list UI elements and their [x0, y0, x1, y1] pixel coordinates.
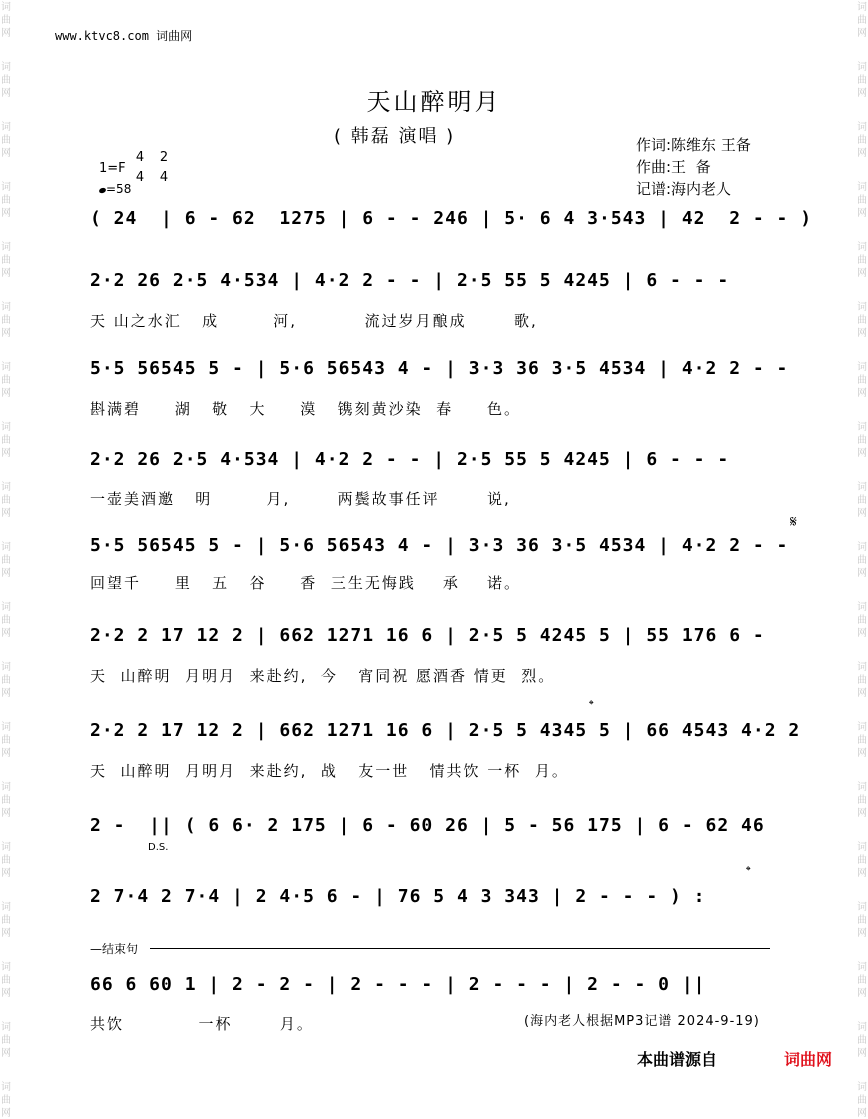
watermark-char: 词	[1, 2, 11, 13]
lyric-row-6: 天 山醉明 月明月 来赴约, 今 宵同祝 愿酒香 情更 烈。	[90, 667, 556, 685]
watermark-char: 曲	[857, 435, 867, 446]
watermark-char: 词	[1, 482, 11, 493]
watermark-char: 网	[1, 868, 11, 879]
watermark-char: 词	[857, 422, 867, 433]
watermark-char: 网	[857, 988, 867, 999]
coda-icon-1: 𝄌	[589, 698, 594, 713]
segno-icon: 𝄋	[790, 512, 797, 531]
time2-num: 2	[159, 150, 169, 165]
watermark-char: 网	[857, 328, 867, 339]
watermark-char: 网	[1, 1048, 11, 1059]
score-row-8: 2 - || ( 6 6· 2 175 | 6 - 60 26 | 5 - 56 175 | 6 - 62 46	[90, 815, 765, 836]
score-row-6: 2·2 2 17 12 2 | 662 1271 16 6 | 2·5 5 4245 5 | 55 176 6 -	[90, 625, 765, 646]
watermark-char: 曲	[857, 255, 867, 266]
ending-line	[150, 948, 770, 949]
watermark-char: 词	[857, 1082, 867, 1093]
watermark-char: 词	[857, 542, 867, 553]
transcriber: 记谱:海内老人	[636, 180, 732, 198]
watermark-char: 网	[857, 88, 867, 99]
lyric-row-10: 共饮 一杯 月。	[90, 1015, 314, 1033]
watermark-char: 曲	[1, 555, 11, 566]
watermark-char: 词	[857, 302, 867, 313]
lyric-row-4: 一壶美酒邀 明 月, 两鬓故事任评 说,	[90, 490, 511, 508]
time2-den: 4	[159, 170, 169, 185]
watermark-char: 曲	[1, 195, 11, 206]
watermark-char: 词	[857, 602, 867, 613]
watermark-char: 网	[1, 928, 11, 939]
lyricist: 作词:陈维东 王备	[636, 136, 751, 154]
watermark-char: 曲	[857, 675, 867, 686]
watermark-char: 曲	[857, 915, 867, 926]
watermark-char: 曲	[1, 255, 11, 266]
watermark-char: 曲	[857, 555, 867, 566]
watermark-char: 词	[857, 482, 867, 493]
watermark-char: 词	[1, 242, 11, 253]
watermark-char: 网	[857, 808, 867, 819]
watermark-char: 词	[857, 1022, 867, 1033]
watermark-char: 词	[1, 542, 11, 553]
watermark-char: 词	[1, 1022, 11, 1033]
watermark-char: 网	[1, 28, 11, 39]
watermark-char: 曲	[857, 315, 867, 326]
watermark-char: 网	[857, 1108, 867, 1119]
watermark-char: 曲	[857, 855, 867, 866]
watermark-char: 网	[857, 208, 867, 219]
watermark-char: 词	[1, 902, 11, 913]
watermark-char: 曲	[857, 1095, 867, 1106]
watermark-char: 网	[1, 808, 11, 819]
watermark-char: 网	[1, 448, 11, 459]
watermark-char: 词	[1, 62, 11, 73]
watermark-char: 曲	[1, 75, 11, 86]
watermark-char: 词	[857, 662, 867, 673]
score-row-7: 2·2 2 17 12 2 | 662 1271 16 6 | 2·5 5 4345 5 | 66 4543 4·2 2	[90, 720, 801, 741]
score-row-10: 66 6 60 1 | 2 - 2 - | 2 - - - | 2 - - - | 2 - - 0 ||	[90, 974, 706, 995]
watermark-char: 词	[857, 62, 867, 73]
watermark-char: 网	[1, 568, 11, 579]
lyric-row-3: 斟满碧 湖 敬 大 漠 镌刻黄沙染 春 色。	[90, 400, 521, 418]
watermark-char: 曲	[857, 495, 867, 506]
watermark-char: 词	[857, 242, 867, 253]
watermark-char: 网	[1, 208, 11, 219]
watermark-char: 网	[857, 448, 867, 459]
watermark-char: 曲	[1, 675, 11, 686]
site-url[interactable]: www.ktvc8.com 词曲网	[55, 29, 193, 43]
watermark-char: 曲	[1, 315, 11, 326]
score-row-2: 2·2 26 2·5 4·534 | 4·2 2 - - | 2·5 55 5 4245 | 6 - - -	[90, 270, 730, 291]
score-row-1: ( 24 | 6 - 62 1275 | 6 - - 246 | 5· 6 4 3·543 | 42 2 - - )	[90, 208, 813, 229]
score-row-3: 5·5 56545 5 - | 5·6 56543 4 - | 3·3 36 3·5 4534 | 4·2 2 - -	[90, 358, 789, 379]
watermark-char: 网	[1, 748, 11, 759]
watermark-left	[0, 0, 12, 1119]
watermark-char: 曲	[857, 795, 867, 806]
lyric-row-5: 回望千 里 五 谷 香 三生无悔践 承 诺。	[90, 574, 521, 592]
watermark-char: 词	[857, 902, 867, 913]
watermark-char: 词	[857, 122, 867, 133]
composer: 作曲:王 备	[636, 158, 711, 176]
watermark-char: 词	[857, 842, 867, 853]
watermark-char: 曲	[857, 15, 867, 26]
watermark-char: 曲	[1, 1095, 11, 1106]
watermark-char: 曲	[857, 135, 867, 146]
watermark-char: 网	[857, 868, 867, 879]
watermark-char: 网	[857, 28, 867, 39]
watermark-char: 曲	[1, 495, 11, 506]
watermark-char: 词	[1, 602, 11, 613]
watermark-char: 网	[1, 148, 11, 159]
watermark-char: 网	[857, 508, 867, 519]
lyric-row-7: 天 山醉明 月明月 来赴约, 战 友一世 情共饮 一杯 月。	[90, 762, 569, 780]
watermark-char: 网	[857, 748, 867, 759]
watermark-char: 曲	[1, 855, 11, 866]
watermark-char: 曲	[857, 195, 867, 206]
watermark-char: 曲	[1, 615, 11, 626]
watermark-char: 词	[857, 2, 867, 13]
ds-mark: D.S.	[148, 842, 169, 853]
watermark-char: 曲	[1, 375, 11, 386]
watermark-char: 词	[1, 302, 11, 313]
watermark-char: 曲	[857, 615, 867, 626]
watermark-char: 词	[1, 422, 11, 433]
watermark-char: 网	[857, 268, 867, 279]
singer: ( 韩磊 演唱 )	[334, 126, 456, 147]
watermark-char: 曲	[857, 975, 867, 986]
watermark-char: 词	[1, 722, 11, 733]
tempo-value: =58	[106, 182, 132, 196]
watermark-right	[856, 0, 868, 1119]
watermark-char: 词	[1, 182, 11, 193]
watermark-char: 词	[857, 722, 867, 733]
watermark-char: 词	[1, 662, 11, 673]
transcription-note: (海内老人根据MP3记谱 2024-9-19)	[524, 1014, 760, 1029]
watermark-char: 网	[1, 628, 11, 639]
watermark-char: 网	[857, 568, 867, 579]
watermark-char: 词	[1, 1082, 11, 1093]
watermark-char: 词	[857, 182, 867, 193]
score-row-9: 2 7·4 2 7·4 | 2 4·5 6 - | 76 5 4 3 343 | 2 - - - ) :	[90, 886, 706, 907]
watermark-char: 曲	[1, 915, 11, 926]
watermark-char: 网	[857, 928, 867, 939]
watermark-char: 网	[1, 88, 11, 99]
watermark-char: 曲	[1, 135, 11, 146]
source-label: 本曲谱源自	[637, 1050, 718, 1069]
time1-den: 4	[135, 170, 145, 185]
watermark-char: 曲	[857, 1035, 867, 1046]
score-row-4: 2·2 26 2·5 4·534 | 4·2 2 - - | 2·5 55 5 4245 | 6 - - -	[90, 449, 730, 470]
watermark-char: 曲	[857, 375, 867, 386]
ending-label: —结束句	[90, 942, 139, 956]
watermark-char: 网	[857, 688, 867, 699]
watermark-char: 网	[857, 148, 867, 159]
watermark-char: 曲	[1, 1035, 11, 1046]
watermark-char: 曲	[857, 735, 867, 746]
watermark-char: 曲	[1, 735, 11, 746]
tempo	[99, 182, 131, 196]
watermark-char: 网	[857, 628, 867, 639]
watermark-char: 词	[1, 962, 11, 973]
watermark-char: 网	[1, 988, 11, 999]
time1-num: 4	[135, 150, 145, 165]
watermark-char: 网	[1, 268, 11, 279]
watermark-char: 词	[1, 362, 11, 373]
watermark-char: 曲	[1, 15, 11, 26]
watermark-char: 词	[1, 842, 11, 853]
brand-logo[interactable]: 词曲网	[784, 1050, 833, 1069]
watermark-char: 网	[1, 328, 11, 339]
watermark-char: 曲	[1, 795, 11, 806]
watermark-char: 网	[1, 508, 11, 519]
watermark-char: 曲	[857, 75, 867, 86]
watermark-char: 网	[1, 688, 11, 699]
song-title: 天山醉明月	[366, 88, 502, 116]
key: 1=F	[99, 161, 126, 176]
watermark-char: 网	[1, 1108, 11, 1119]
coda-icon-2: 𝄌	[746, 864, 751, 879]
watermark-char: 词	[1, 122, 11, 133]
watermark-char: 网	[857, 1048, 867, 1059]
watermark-char: 词	[857, 782, 867, 793]
watermark-char: 词	[1, 782, 11, 793]
lyric-row-2: 天 山之水汇 成 河, 流过岁月酿成 歌,	[90, 312, 538, 330]
score-row-5: 5·5 56545 5 - | 5·6 56543 4 - | 3·3 36 3·5 4534 | 4·2 2 - -	[90, 535, 789, 556]
watermark-char: 词	[857, 962, 867, 973]
watermark-char: 曲	[1, 975, 11, 986]
watermark-char: 网	[1, 388, 11, 399]
credits	[636, 134, 751, 200]
watermark-char: 曲	[1, 435, 11, 446]
watermark-char: 网	[857, 388, 867, 399]
watermark-char: 词	[857, 362, 867, 373]
